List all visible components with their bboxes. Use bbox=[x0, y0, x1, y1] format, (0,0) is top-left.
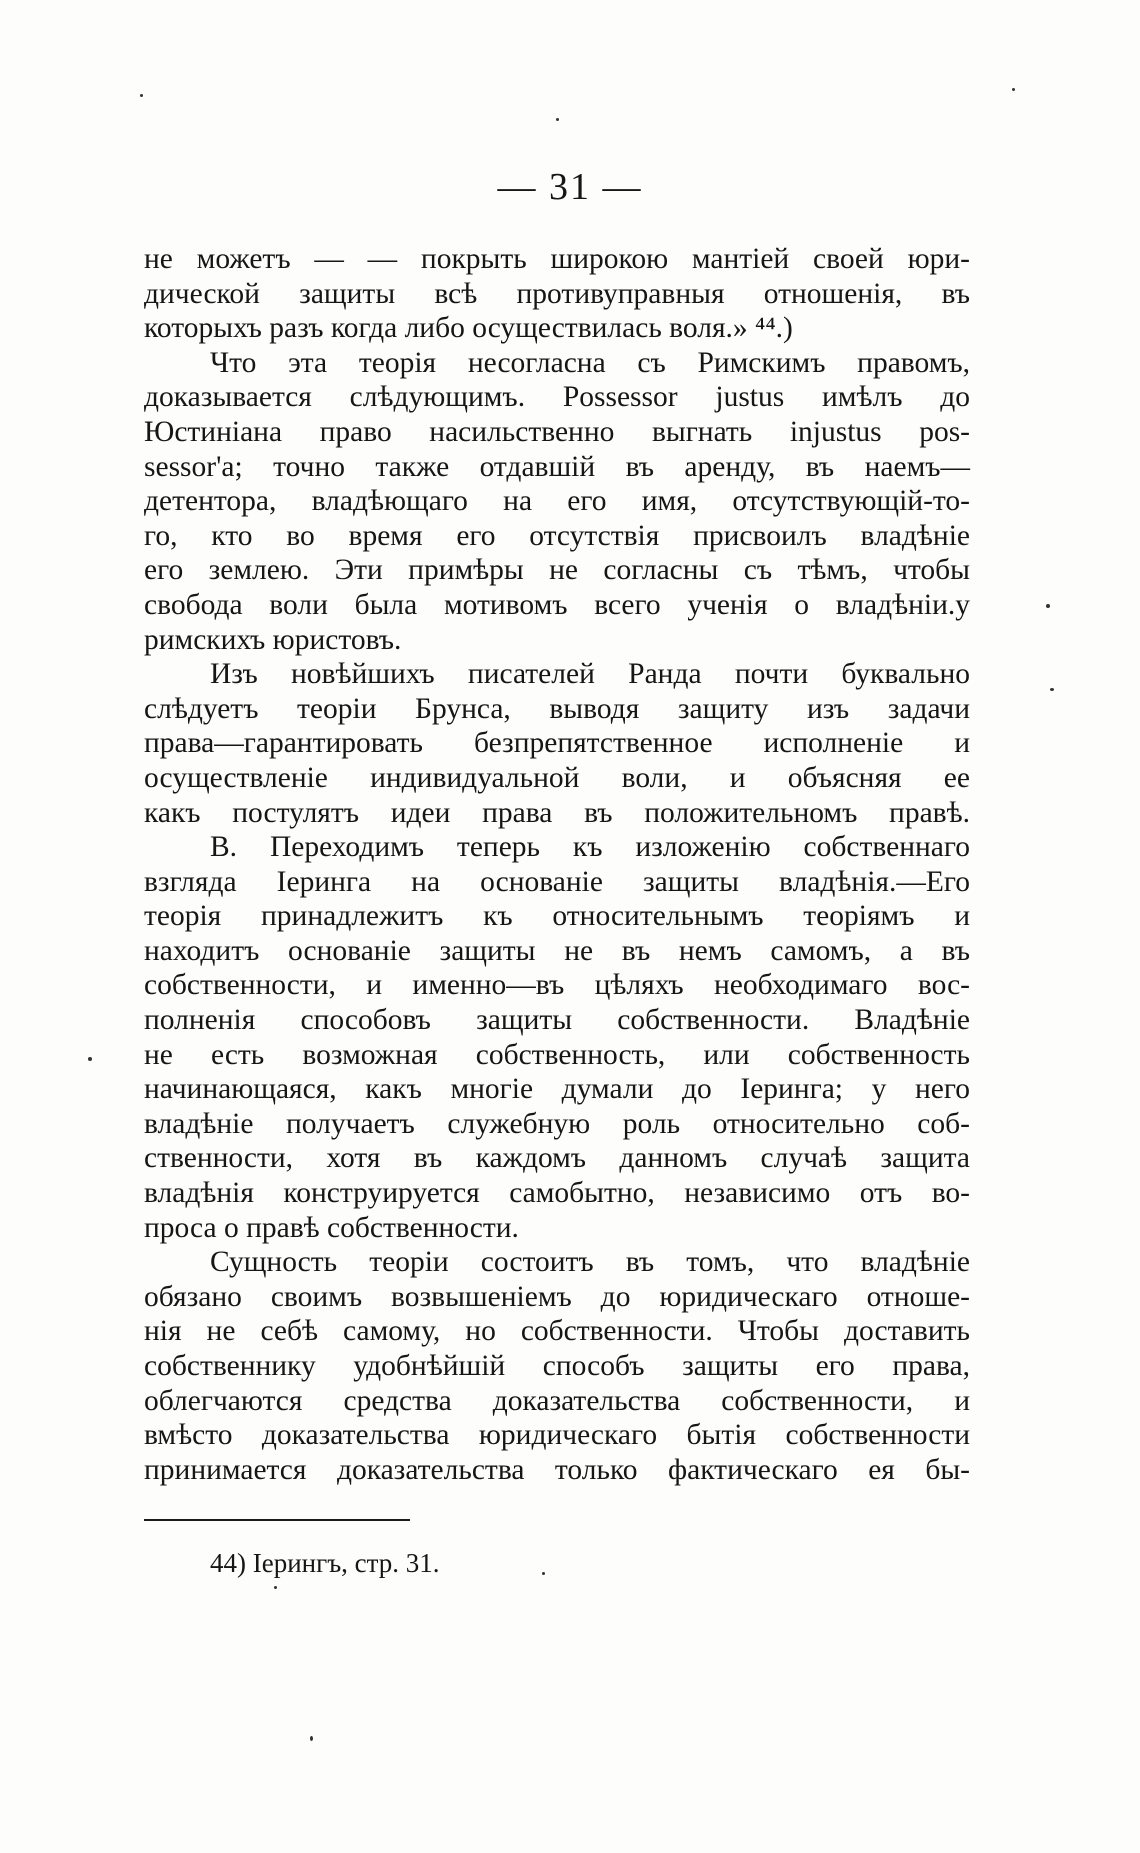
scan-speck bbox=[310, 1736, 313, 1741]
text-line: которыхъ разъ когда либо осуществилась воля.» ⁴⁴.) bbox=[144, 312, 793, 345]
text-line: владѣнія конструируется самобытно, независимо отъ во- bbox=[144, 1177, 970, 1210]
scan-speck bbox=[1050, 688, 1054, 691]
text-line: собственности, и именно—въ цѣляхъ необходимаго вос- bbox=[144, 969, 970, 1002]
footnote: 44) Іерингъ, стр. 31. bbox=[210, 1548, 440, 1578]
text-line: Юстиніана право насильственно выгнать injustus pos- bbox=[144, 415, 970, 448]
text-line: теорія принадлежитъ къ относительнымъ теоріямъ и bbox=[144, 900, 970, 933]
text-line: слѣдуетъ теоріи Брунса, выводя защиту изъ задачи bbox=[144, 692, 970, 725]
text-line: доказывается слѣдующимъ. Possessor justus имѣлъ до bbox=[144, 381, 970, 414]
text-line: вмѣсто доказательства юридическаго бытія собственности bbox=[144, 1419, 970, 1452]
text-line: принимается доказательства только фактическаго ея бы- bbox=[144, 1453, 970, 1486]
scan-speck bbox=[542, 1572, 545, 1575]
text-line: В. Переходимъ теперь къ изложенію собственнаго bbox=[210, 831, 970, 864]
text-line: осуществленіе индивидуальной воли, и объясняя ее bbox=[144, 761, 970, 794]
text-line: нія не себѣ самому, но собственности. Чтобы доставить bbox=[144, 1315, 970, 1348]
body-text bbox=[144, 242, 970, 1487]
text-line: римскихъ юристовъ. bbox=[144, 623, 402, 656]
text-line: не есть возможная собственность, или собственность bbox=[144, 1038, 970, 1071]
text-line: начинающаяся, какъ многіе думали до Іеринга; у него bbox=[144, 1073, 970, 1106]
text-line: проса о правѣ собственности. bbox=[144, 1211, 519, 1244]
text-line: Сущность теоріи состоитъ въ томъ, что владѣніе bbox=[210, 1246, 970, 1279]
text-line: свобода воли была мотивомъ всего ученія о владѣніи.у bbox=[144, 588, 970, 621]
text-line: права—гарантировать безпрепятственное исполненіе и bbox=[144, 727, 970, 760]
page-number: — 31 — bbox=[497, 166, 643, 208]
scan-speck bbox=[556, 118, 559, 121]
text-line: sessor'а; точно также отдавшій въ аренду, въ наемъ— bbox=[144, 450, 970, 483]
text-line: собственнику удобнѣйшій способъ защиты его права, bbox=[144, 1350, 970, 1382]
scan-speck bbox=[1012, 88, 1015, 91]
text-line: его землею. Эти примѣры не согласны съ тѣмъ, чтобы bbox=[144, 554, 970, 587]
text-line: ственности, хотя въ каждомъ данномъ случаѣ защита bbox=[144, 1142, 970, 1175]
text-line: находитъ основаніе защиты не въ немъ самомъ, а въ bbox=[144, 934, 970, 967]
text-line: полненія способовъ защиты собственности. Владѣніе bbox=[144, 1004, 970, 1037]
text-line: какъ постулятъ идеи права въ положительномъ правѣ. bbox=[144, 796, 970, 829]
scan-speck bbox=[274, 1586, 277, 1589]
text-line: облегчаются средства доказательства собственности, и bbox=[144, 1384, 970, 1417]
text-line: Что эта теорія несогласна съ Римскимъ правомъ, bbox=[210, 346, 970, 379]
text-line: не можетъ — — покрыть широкою мантіей своей юри- bbox=[144, 243, 970, 275]
text-line: детентора, владѣющаго на его имя, отсутствующій-то- bbox=[144, 485, 970, 518]
text-line: обязано своимъ возвышеніемъ до юридическаго отноше- bbox=[144, 1280, 970, 1313]
text-line: го, кто во время его отсутствія присвоилъ владѣніе bbox=[144, 519, 970, 552]
text-line: дической защиты всѣ противуправныя отношенія, въ bbox=[144, 277, 970, 310]
scan-speck bbox=[88, 1057, 92, 1061]
scan-speck bbox=[1046, 604, 1050, 608]
text-line: владѣніе получаетъ служебную роль относительно соб- bbox=[144, 1107, 970, 1140]
footnote-divider bbox=[144, 1519, 410, 1521]
scan-speck bbox=[140, 94, 143, 97]
text-line: взгляда Іеринга на основаніе защиты владѣнія.—Его bbox=[144, 865, 970, 898]
text-line: Изъ новѣйшихъ писателей Ранда почти буквально bbox=[210, 658, 970, 691]
